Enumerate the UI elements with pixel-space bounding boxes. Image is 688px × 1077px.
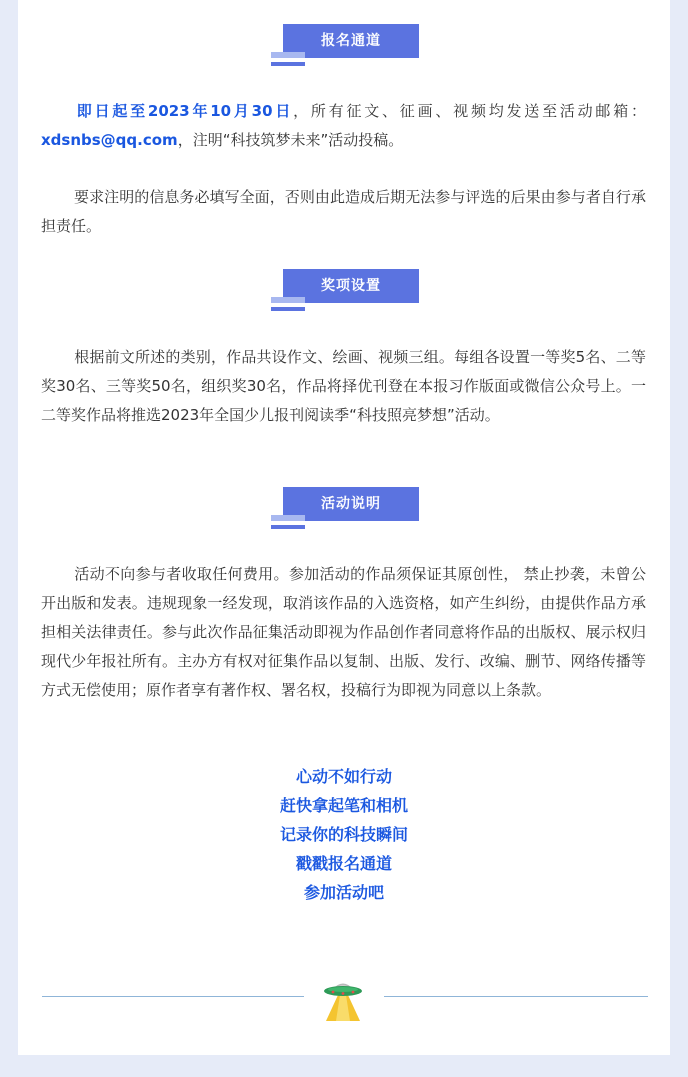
registration-requirement-paragraph — [41, 183, 646, 241]
slogan-line: 心动不如行动 — [295, 767, 392, 786]
slogan-line: 记录你的科技瞬间 — [279, 825, 408, 844]
article-card — [18, 0, 670, 1055]
header-decoration — [271, 525, 305, 529]
header-decoration — [271, 307, 305, 311]
section-header-awards — [271, 269, 419, 311]
section-title: 活动说明 — [283, 487, 419, 521]
paragraph-text: 根据前文所述的类别，作品共设作文、绘画、视频三组。每组各设置一等奖5名、二等奖30名、三等奖50名，组织奖30名，作品将择优刊登在本报习作版面或微信公众号上。一二等奖作品将推选2023年全国少儿报刊阅读季“科技照亮梦想”活动。 — [41, 348, 646, 424]
header-decoration — [271, 52, 305, 58]
footer-divider-right — [384, 996, 648, 997]
ufo-icon — [321, 977, 365, 1023]
deadline-highlight: 即日起至2023年10月30日 — [74, 102, 294, 120]
section-title: 报名通道 — [283, 24, 419, 58]
paragraph-text: ，所有征文、征画、视频均发送至活动邮箱： — [293, 102, 646, 120]
email-link[interactable]: xdsnbs@qq.com — [41, 131, 178, 149]
slogan-line: 赶快拿起笔和相机 — [279, 796, 408, 815]
paragraph-text: 活动不向参与者收取任何费用。参加活动的作品须保证其原创性， 禁止抄袭，未曾公开出版和发表。违规现象一经发现，取消该作品的入选资格，如产生纠纷，由提供作品方承担相关法律责任。参与此次作品征集活动即视为作品创作者同意将作品的出版权、展示权归现代少年报社所有。主办方有权对征集作品以复制、出版、发行、改编、删节、网络传播等方式无偿使用；原作者享有著作权、署名权，投稿行为即视为同意以上条款。 — [41, 565, 646, 699]
section-title: 奖项设置 — [283, 269, 419, 303]
header-decoration — [271, 297, 305, 303]
section-header-registration — [271, 24, 419, 66]
header-decoration — [271, 515, 305, 521]
section-header-notes — [271, 487, 419, 529]
slogan-line: 戳戳报名通道 — [295, 854, 392, 873]
paragraph-text: ，注明“科技筑梦未来”活动投稿。 — [177, 131, 404, 149]
header-decoration — [271, 62, 305, 66]
slogan-list — [18, 762, 670, 907]
awards-paragraph — [41, 343, 646, 430]
footer-divider-left — [42, 996, 304, 997]
slogan-line: 参加活动吧 — [303, 883, 384, 902]
registration-paragraph — [41, 97, 646, 155]
notes-paragraph — [41, 560, 646, 705]
paragraph-text: 要求注明的信息务必填写全面，否则由此造成后期无法参与评选的后果由参与者自行承担责任。 — [41, 188, 646, 235]
